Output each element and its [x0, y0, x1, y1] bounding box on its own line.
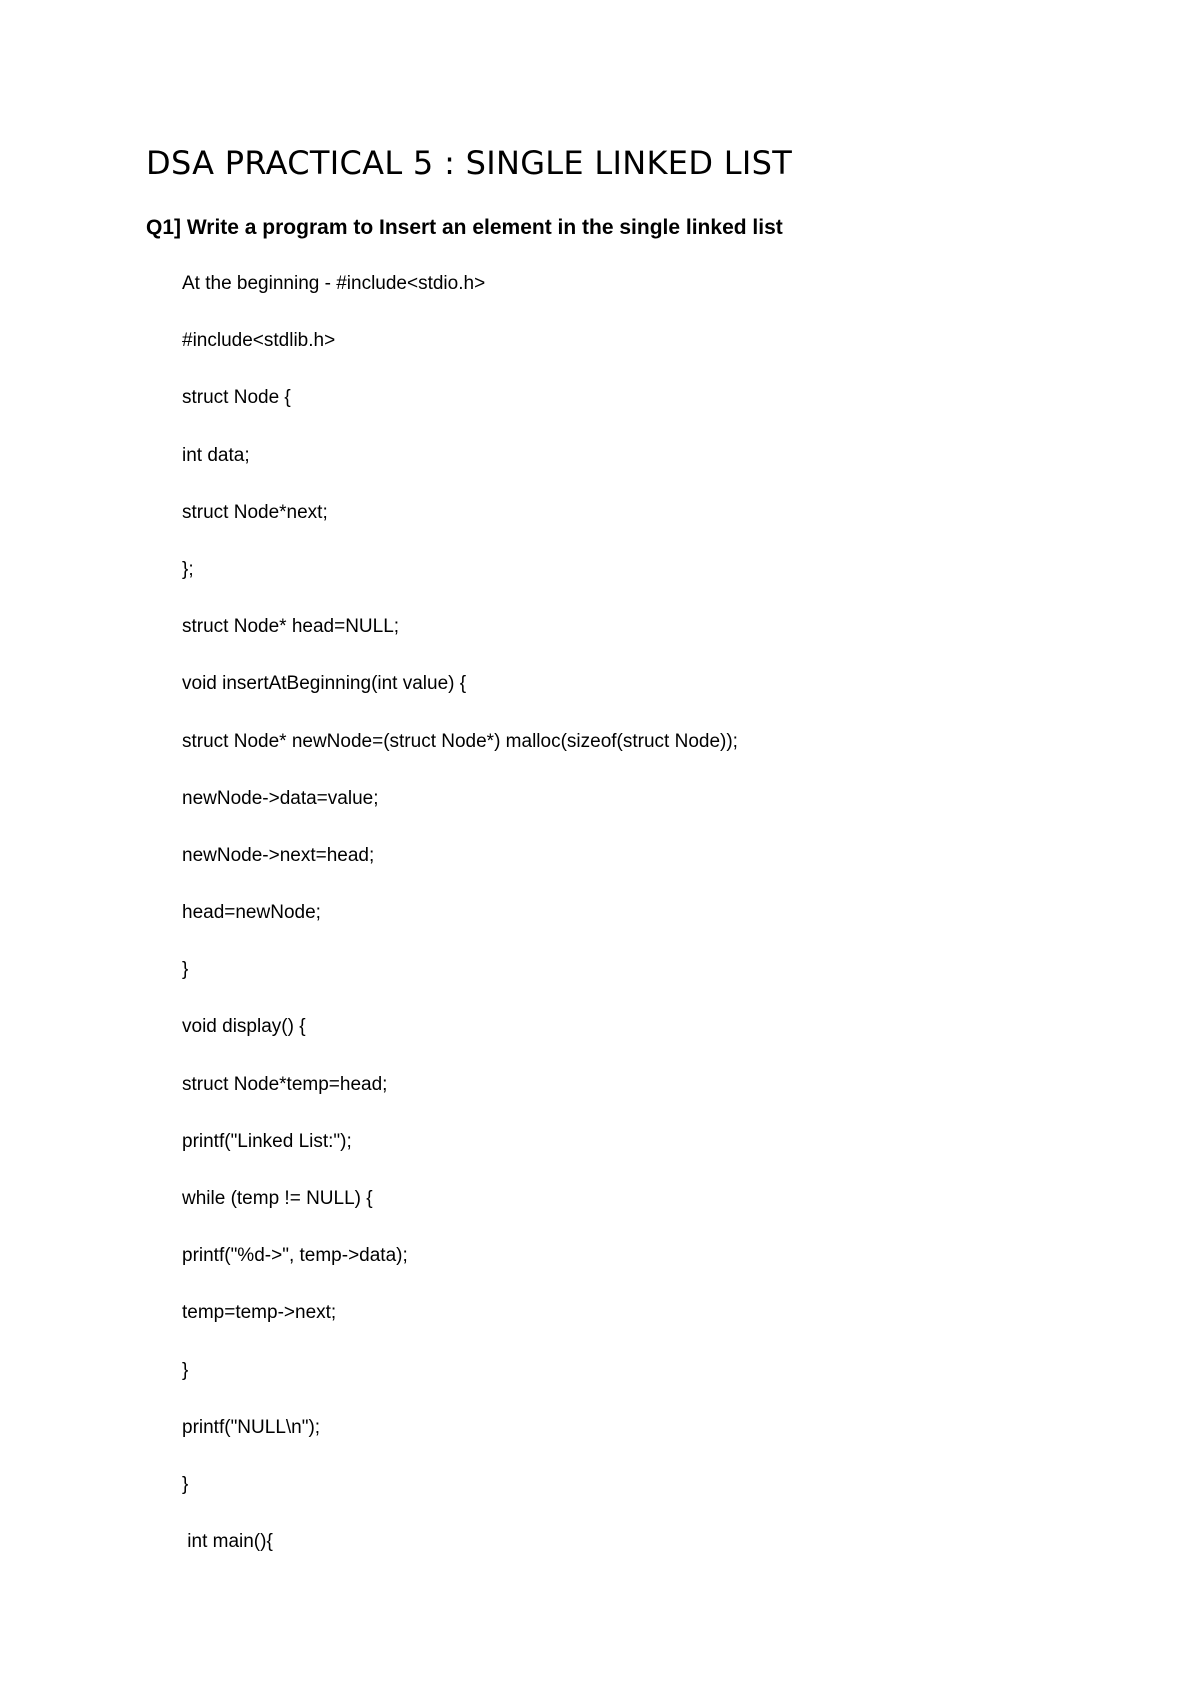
code-line: }	[182, 1359, 189, 1381]
code-line: printf("%d->", temp->data);	[182, 1245, 408, 1267]
code-line: int main(){	[182, 1531, 273, 1553]
code-line: }	[182, 959, 189, 981]
code-line: void insertAtBeginning(int value) {	[182, 673, 467, 695]
code-line: struct Node* newNode=(struct Node*) malloc(sizeof(struct Node));	[182, 730, 738, 752]
code-line: }	[182, 1473, 189, 1495]
code-line: newNode->next=head;	[182, 844, 375, 866]
code-line: #include<stdlib.h>	[182, 330, 336, 352]
code-line: printf("Linked List:");	[182, 1130, 352, 1152]
code-line: struct Node*temp=head;	[182, 1073, 388, 1095]
document-title: DSA PRACTICAL 5 : SINGLE LINKED LIST	[146, 144, 793, 182]
code-line: void display() {	[182, 1016, 306, 1038]
code-line: temp=temp->next;	[182, 1302, 337, 1324]
code-line: struct Node* head=NULL;	[182, 616, 400, 638]
question-heading: Q1] Write a program to Insert an element in the single linked list	[146, 216, 783, 239]
code-line: struct Node*next;	[182, 501, 328, 523]
code-line: int data;	[182, 444, 250, 466]
code-listing	[182, 272, 738, 1587]
code-line: At the beginning - #include<stdio.h>	[182, 273, 486, 294]
code-line: while (temp != NULL) {	[182, 1188, 373, 1209]
code-line: head=newNode;	[182, 902, 321, 924]
code-line: };	[182, 558, 194, 580]
code-line: struct Node {	[182, 387, 291, 409]
code-line: newNode->data=value;	[182, 787, 379, 809]
code-line: printf("NULL\n");	[182, 1416, 321, 1438]
